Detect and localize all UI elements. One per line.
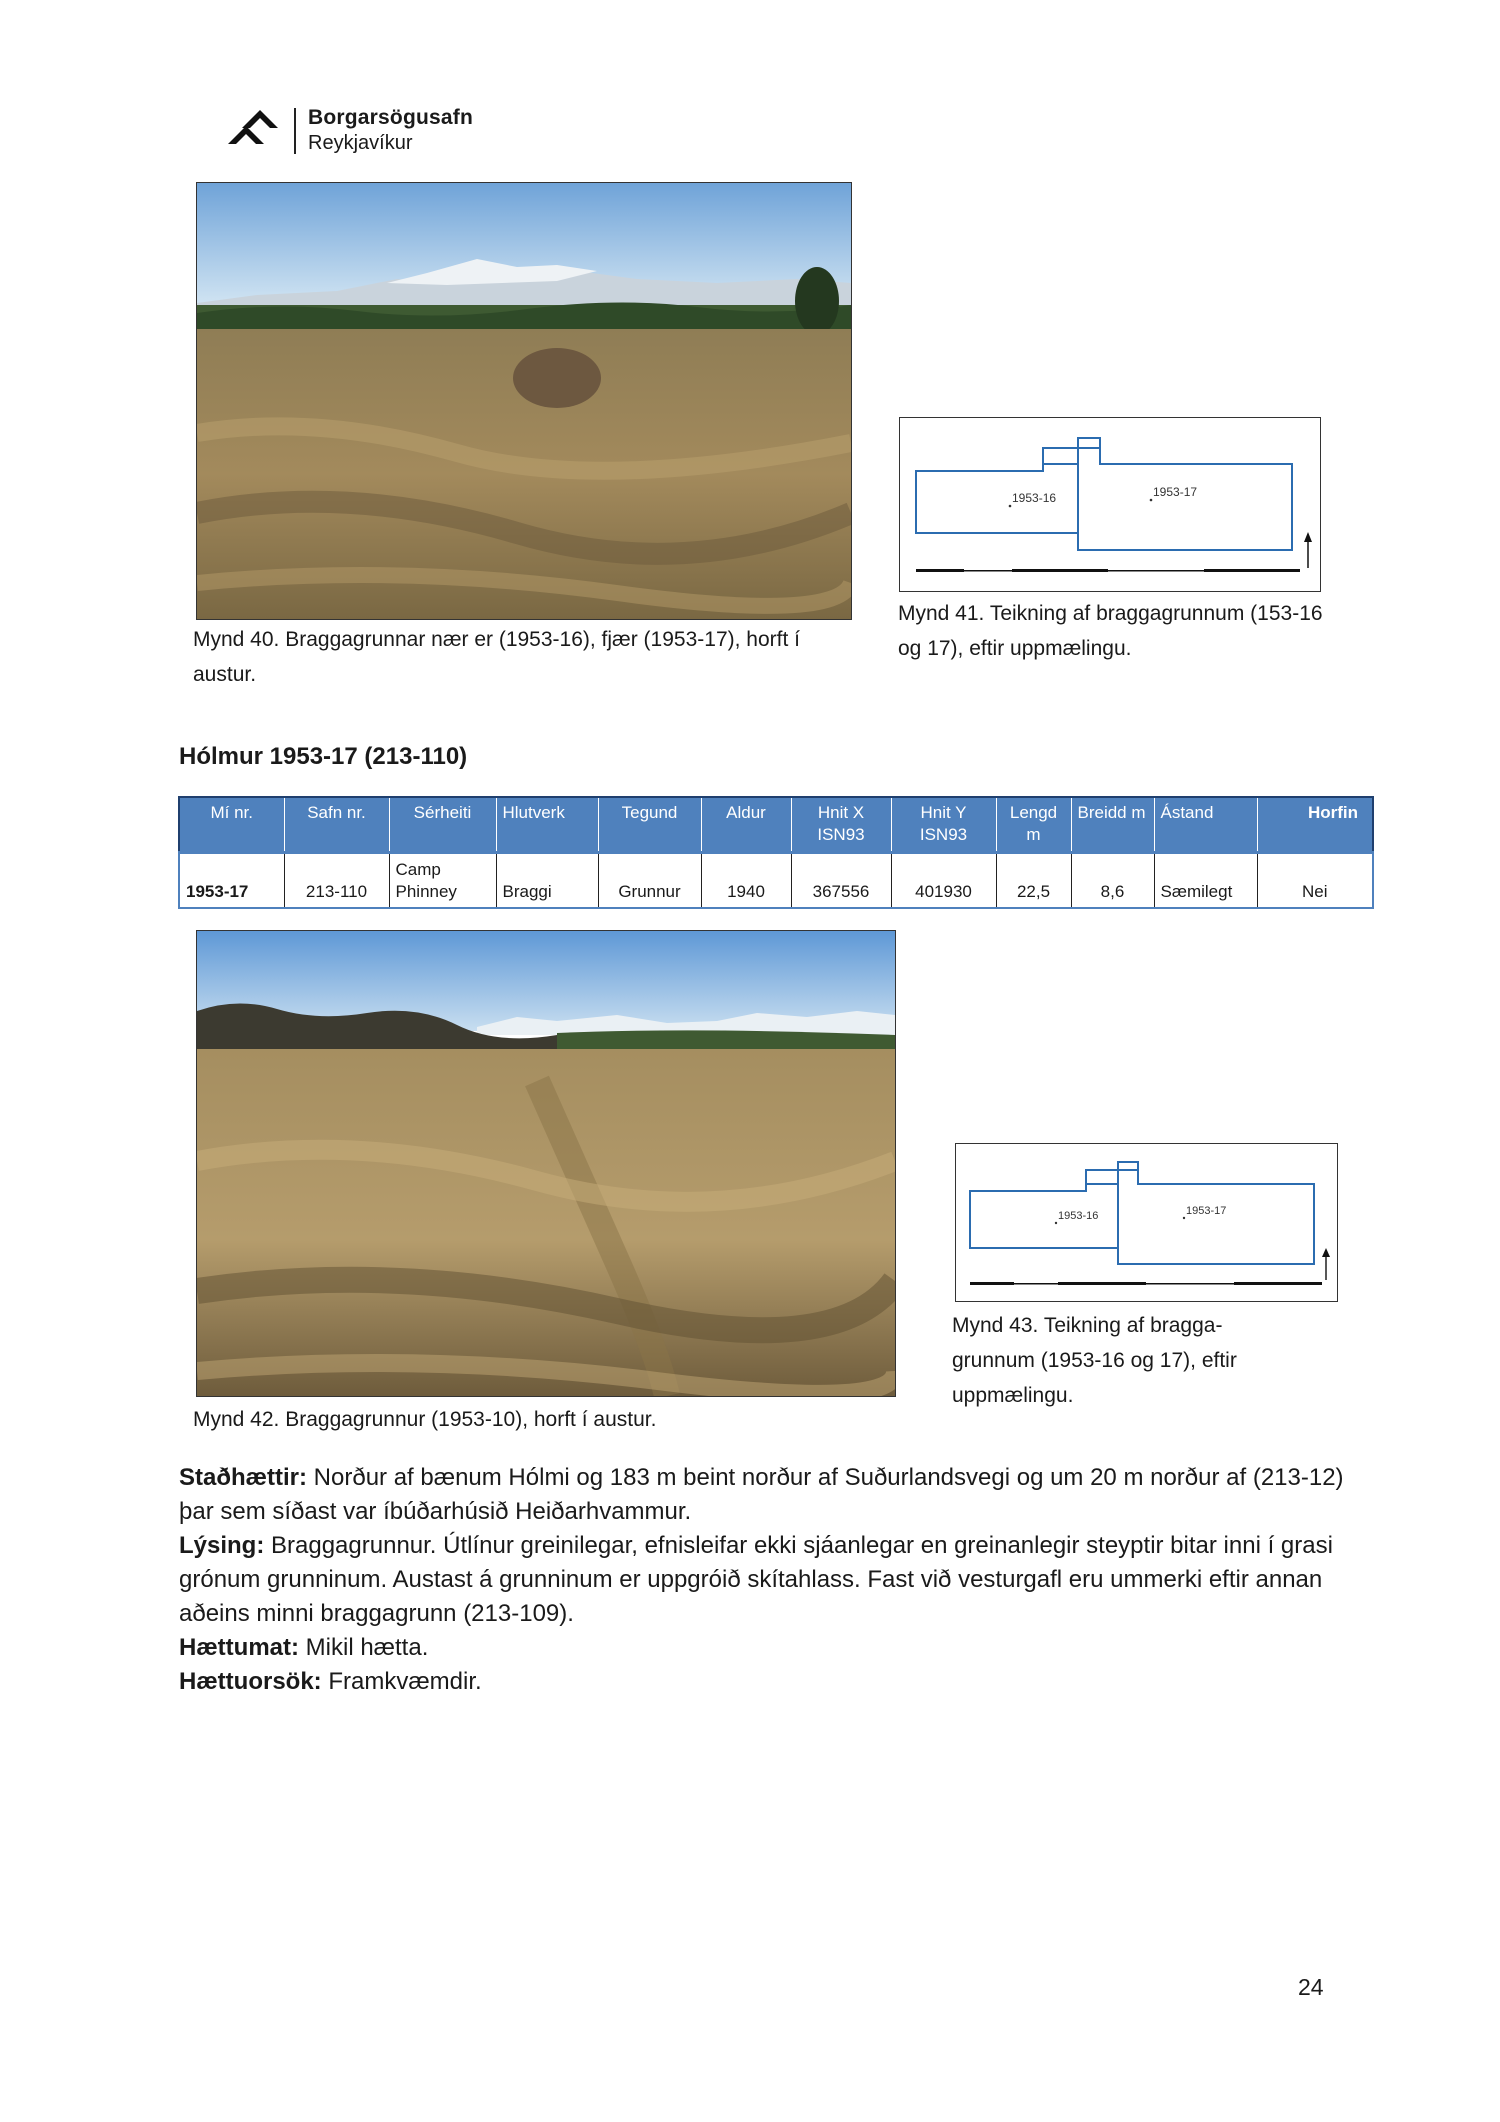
plan43-label-1953-16: 1953-16 — [1058, 1210, 1099, 1222]
table-header-row — [179, 797, 1373, 853]
header-breidd: Breidd m — [1071, 797, 1154, 853]
cell-hnit-x: 367556 — [791, 853, 891, 909]
logo-city: Reykjavíkur — [308, 132, 413, 154]
plan41-label-1953-16: 1953-16 — [1012, 491, 1057, 505]
cell-hnit-y: 401930 — [891, 853, 996, 909]
header-hlutverk: Hlutverk — [496, 797, 598, 853]
logo-name: Borgarsögusafn — [308, 106, 473, 129]
section-title: Hólmur 1953-17 (213-110) — [179, 743, 468, 770]
haettuorsok-paragraph — [179, 1665, 1359, 1699]
plan43-label-1953-17: 1953-17 — [1186, 1205, 1227, 1217]
haettuorsok-text: Framkvæmdir. — [328, 1668, 482, 1695]
header-tegund: Tegund — [598, 797, 701, 853]
photo-figure-40 — [196, 182, 852, 620]
cell-breidd: 8,6 — [1071, 853, 1154, 909]
logo-chevron-icon — [228, 108, 284, 154]
stadhaettir-text: Norður af bænum Hólmi og 183 m beint norður af Suðurlandsvegi og um 20 m norður af (213-12) þar sem síðast var íbúðarhúsið Heiðarhvammur. — [179, 1464, 1344, 1525]
header-horfin: Horfin — [1257, 797, 1373, 853]
plan-figure-43 — [955, 1143, 1338, 1302]
table-row — [179, 853, 1373, 909]
cell-aldur: 1940 — [701, 853, 791, 909]
header-safn-nr: Safn nr. — [284, 797, 389, 853]
header-mi-nr: Mí nr. — [179, 797, 284, 853]
cell-horfin: Nei — [1257, 853, 1373, 909]
haettumat-text: Mikil hætta. — [305, 1634, 429, 1661]
museum-logo — [228, 106, 528, 158]
registration-table — [178, 796, 1374, 909]
haettumat-paragraph — [179, 1631, 1359, 1665]
caption-figure-43: Mynd 43. Teikning af bragga-grunnum (1953-16 og 17), eftir uppmælingu. — [952, 1314, 1237, 1407]
lysing-label: Lýsing: — [179, 1532, 265, 1559]
header-hnit-x: Hnit X ISN93 — [791, 797, 891, 853]
site-description — [179, 1461, 1359, 1699]
cell-astand: Sæmilegt — [1154, 853, 1257, 909]
page-number: 24 — [1298, 1974, 1324, 2000]
cell-mi-nr: 1953-17 — [179, 853, 284, 909]
header-aldur: Aldur — [701, 797, 791, 853]
plan-figure-41 — [899, 417, 1321, 592]
cell-hlutverk: Braggi — [496, 853, 598, 909]
plan41-label-1953-17: 1953-17 — [1153, 485, 1198, 499]
lysing-paragraph — [179, 1529, 1359, 1631]
cell-safn-nr: 213-110 — [284, 853, 389, 909]
photo-figure-42 — [196, 930, 896, 1397]
haettuorsok-label: Hættuorsök: — [179, 1668, 322, 1695]
cell-tegund: Grunnur — [598, 853, 701, 909]
haettumat-label: Hættumat: — [179, 1634, 299, 1661]
stadhaettir-paragraph — [179, 1461, 1359, 1529]
header-hnit-y: Hnit Y ISN93 — [891, 797, 996, 853]
caption-figure-41: Mynd 41. Teikning af braggagrunnum (153-16 og 17), eftir uppmælingu. — [898, 602, 1323, 660]
logo-divider — [294, 108, 296, 154]
lysing-text: Braggagrunnur. Útlínur greinilegar, efnisleifar ekki sjáanlegar en greinanlegir steyptir bitar inni í grasi grónum grunninum. Austast á grunninum er uppgróið skítahlass. Fast við vesturgafl eru ummerki eftir annan aðeins minni braggagrunn (213-109). — [179, 1532, 1333, 1627]
header-astand: Ástand — [1154, 797, 1257, 853]
cell-lengd: 22,5 — [996, 853, 1071, 909]
header-serheiti: Sérheiti — [389, 797, 496, 853]
cell-serheiti: Camp Phinney — [389, 853, 496, 909]
header-lengd: Lengd m — [996, 797, 1071, 853]
caption-figure-42: Mynd 42. Braggagrunnur (1953-10), horft í austur. — [193, 1408, 657, 1431]
caption-figure-40: Mynd 40. Braggagrunnar nær er (1953-16), fjær (1953-17), horft í austur. — [193, 628, 800, 686]
stadhaettir-label: Staðhættir: — [179, 1464, 307, 1491]
